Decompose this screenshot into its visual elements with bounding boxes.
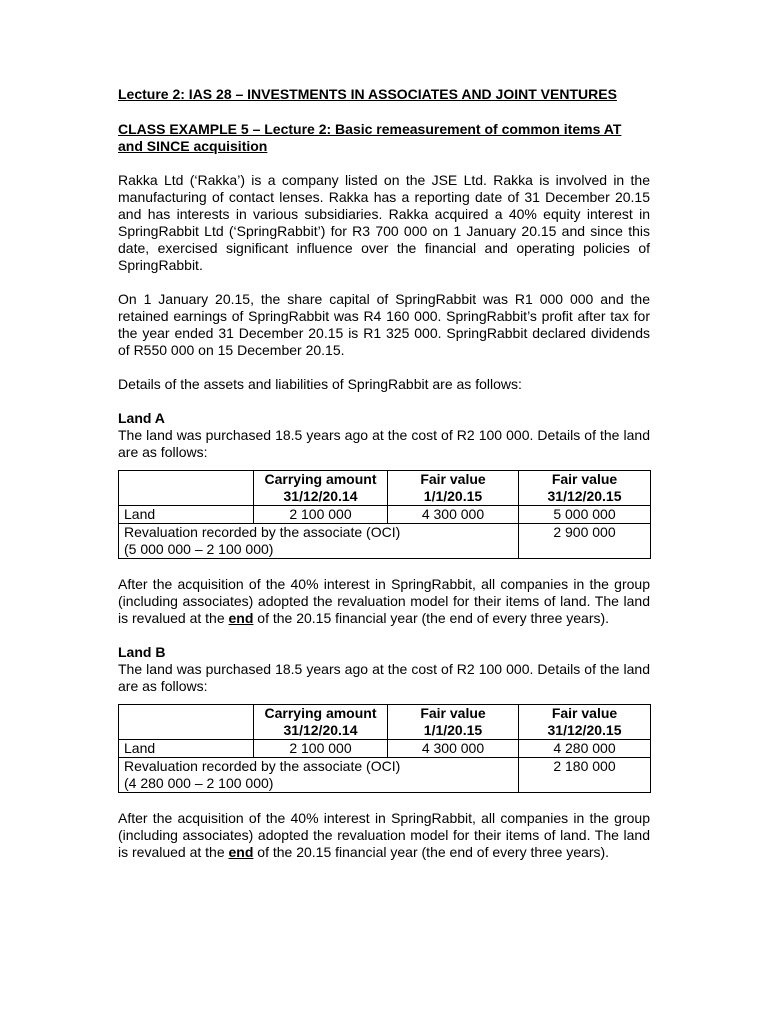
land-b-table [118, 704, 651, 793]
emphasis-end: end [228, 610, 254, 626]
capital-paragraph: On 1 January 20.15, the share capital of SpringRabbit was R1 000 000 and the retained earnings of SpringRabbit was R4 160 000. SpringRabbit’s profit after tax for the year ended 31 December 20.15 is R1 325 000. SpringRabbit declared dividends of R550 000 on 15 December 20.15. [118, 291, 650, 358]
fair-value-end-header: Fair value 31/12/20.15 [519, 705, 651, 740]
land-b-heading: Land B [118, 644, 166, 660]
carrying-amount-header: Carrying amount 31/12/20.14 [254, 705, 388, 740]
example-title: CLASS EXAMPLE 5 – Lecture 2: Basic remeasurement of common items AT and SINCE acquisition [118, 121, 622, 154]
row-label: Land [119, 740, 254, 758]
assets-intro-paragraph: Details of the assets and liabilities of SpringRabbit are as follows: [118, 376, 522, 392]
land-a-after-paragraph: After the acquisition of the 40% interest in SpringRabbit, all companies in the group (including associates) adopted the revaluation model for their items of land. The land is revalued at the end of the 20.15 financial year (the end of every three years). [118, 576, 650, 626]
table-row [119, 524, 651, 559]
fair-value-end-header: Fair value 31/12/20.15 [519, 471, 651, 506]
row-label: Land [119, 506, 254, 524]
lecture-title: Lecture 2: IAS 28 – INVESTMENTS IN ASSOCIATES AND JOINT VENTURES [118, 86, 617, 102]
revaluation-value-cell: 2 900 000 [519, 524, 651, 559]
revaluation-label: Revaluation recorded by the associate (OCI) (5 000 000 – 2 100 000) [119, 524, 519, 559]
intro-paragraph: Rakka Ltd (‘Rakka’) is a company listed on the JSE Ltd. Rakka is involved in the manufacturing of contact lenses. Rakka has a reporting date of 31 December 20.15 and has interests in various subsidiaries. Rakka acquired a 40% equity interest in SpringRabbit Ltd (‘SpringRabbit’) for R3 700 000 on 1 January 20.15 and since this date, exercised significant influence over the financial and operating policies of SpringRabbit. [118, 172, 650, 273]
table-row [119, 506, 651, 524]
fair-value-start-cell: 4 300 000 [388, 740, 519, 758]
carrying-amount-header: Carrying amount 31/12/20.14 [254, 471, 388, 506]
fair-value-end-cell: 4 280 000 [519, 740, 651, 758]
land-b-after-paragraph: After the acquisition of the 40% interest in SpringRabbit, all companies in the group (including associates) adopted the revaluation model for their items of land. The land is revalued at the end of the 20.15 financial year (the end of every three years). [118, 810, 650, 860]
emphasis-end: end [228, 844, 254, 860]
empty-header-cell [119, 471, 254, 506]
fair-value-start-header: Fair value 1/1/20.15 [388, 471, 519, 506]
empty-header-cell [119, 705, 254, 740]
land-a-intro: The land was purchased 18.5 years ago at the cost of R2 100 000. Details of the land are as follows: [118, 427, 650, 460]
table-row [119, 758, 651, 793]
land-a-heading: Land A [118, 410, 165, 426]
land-b-intro: The land was purchased 18.5 years ago at the cost of R2 100 000. Details of the land are as follows: [118, 661, 650, 694]
land-a-table [118, 470, 651, 559]
carrying-amount-cell: 2 100 000 [254, 506, 388, 524]
document-page [118, 86, 650, 878]
fair-value-start-header: Fair value 1/1/20.15 [388, 705, 519, 740]
table-header-row [119, 471, 651, 506]
carrying-amount-cell: 2 100 000 [254, 740, 388, 758]
table-header-row [119, 705, 651, 740]
table-row [119, 740, 651, 758]
revaluation-label: Revaluation recorded by the associate (OCI) (4 280 000 – 2 100 000) [119, 758, 519, 793]
fair-value-end-cell: 5 000 000 [519, 506, 651, 524]
fair-value-start-cell: 4 300 000 [388, 506, 519, 524]
revaluation-value-cell: 2 180 000 [519, 758, 651, 793]
